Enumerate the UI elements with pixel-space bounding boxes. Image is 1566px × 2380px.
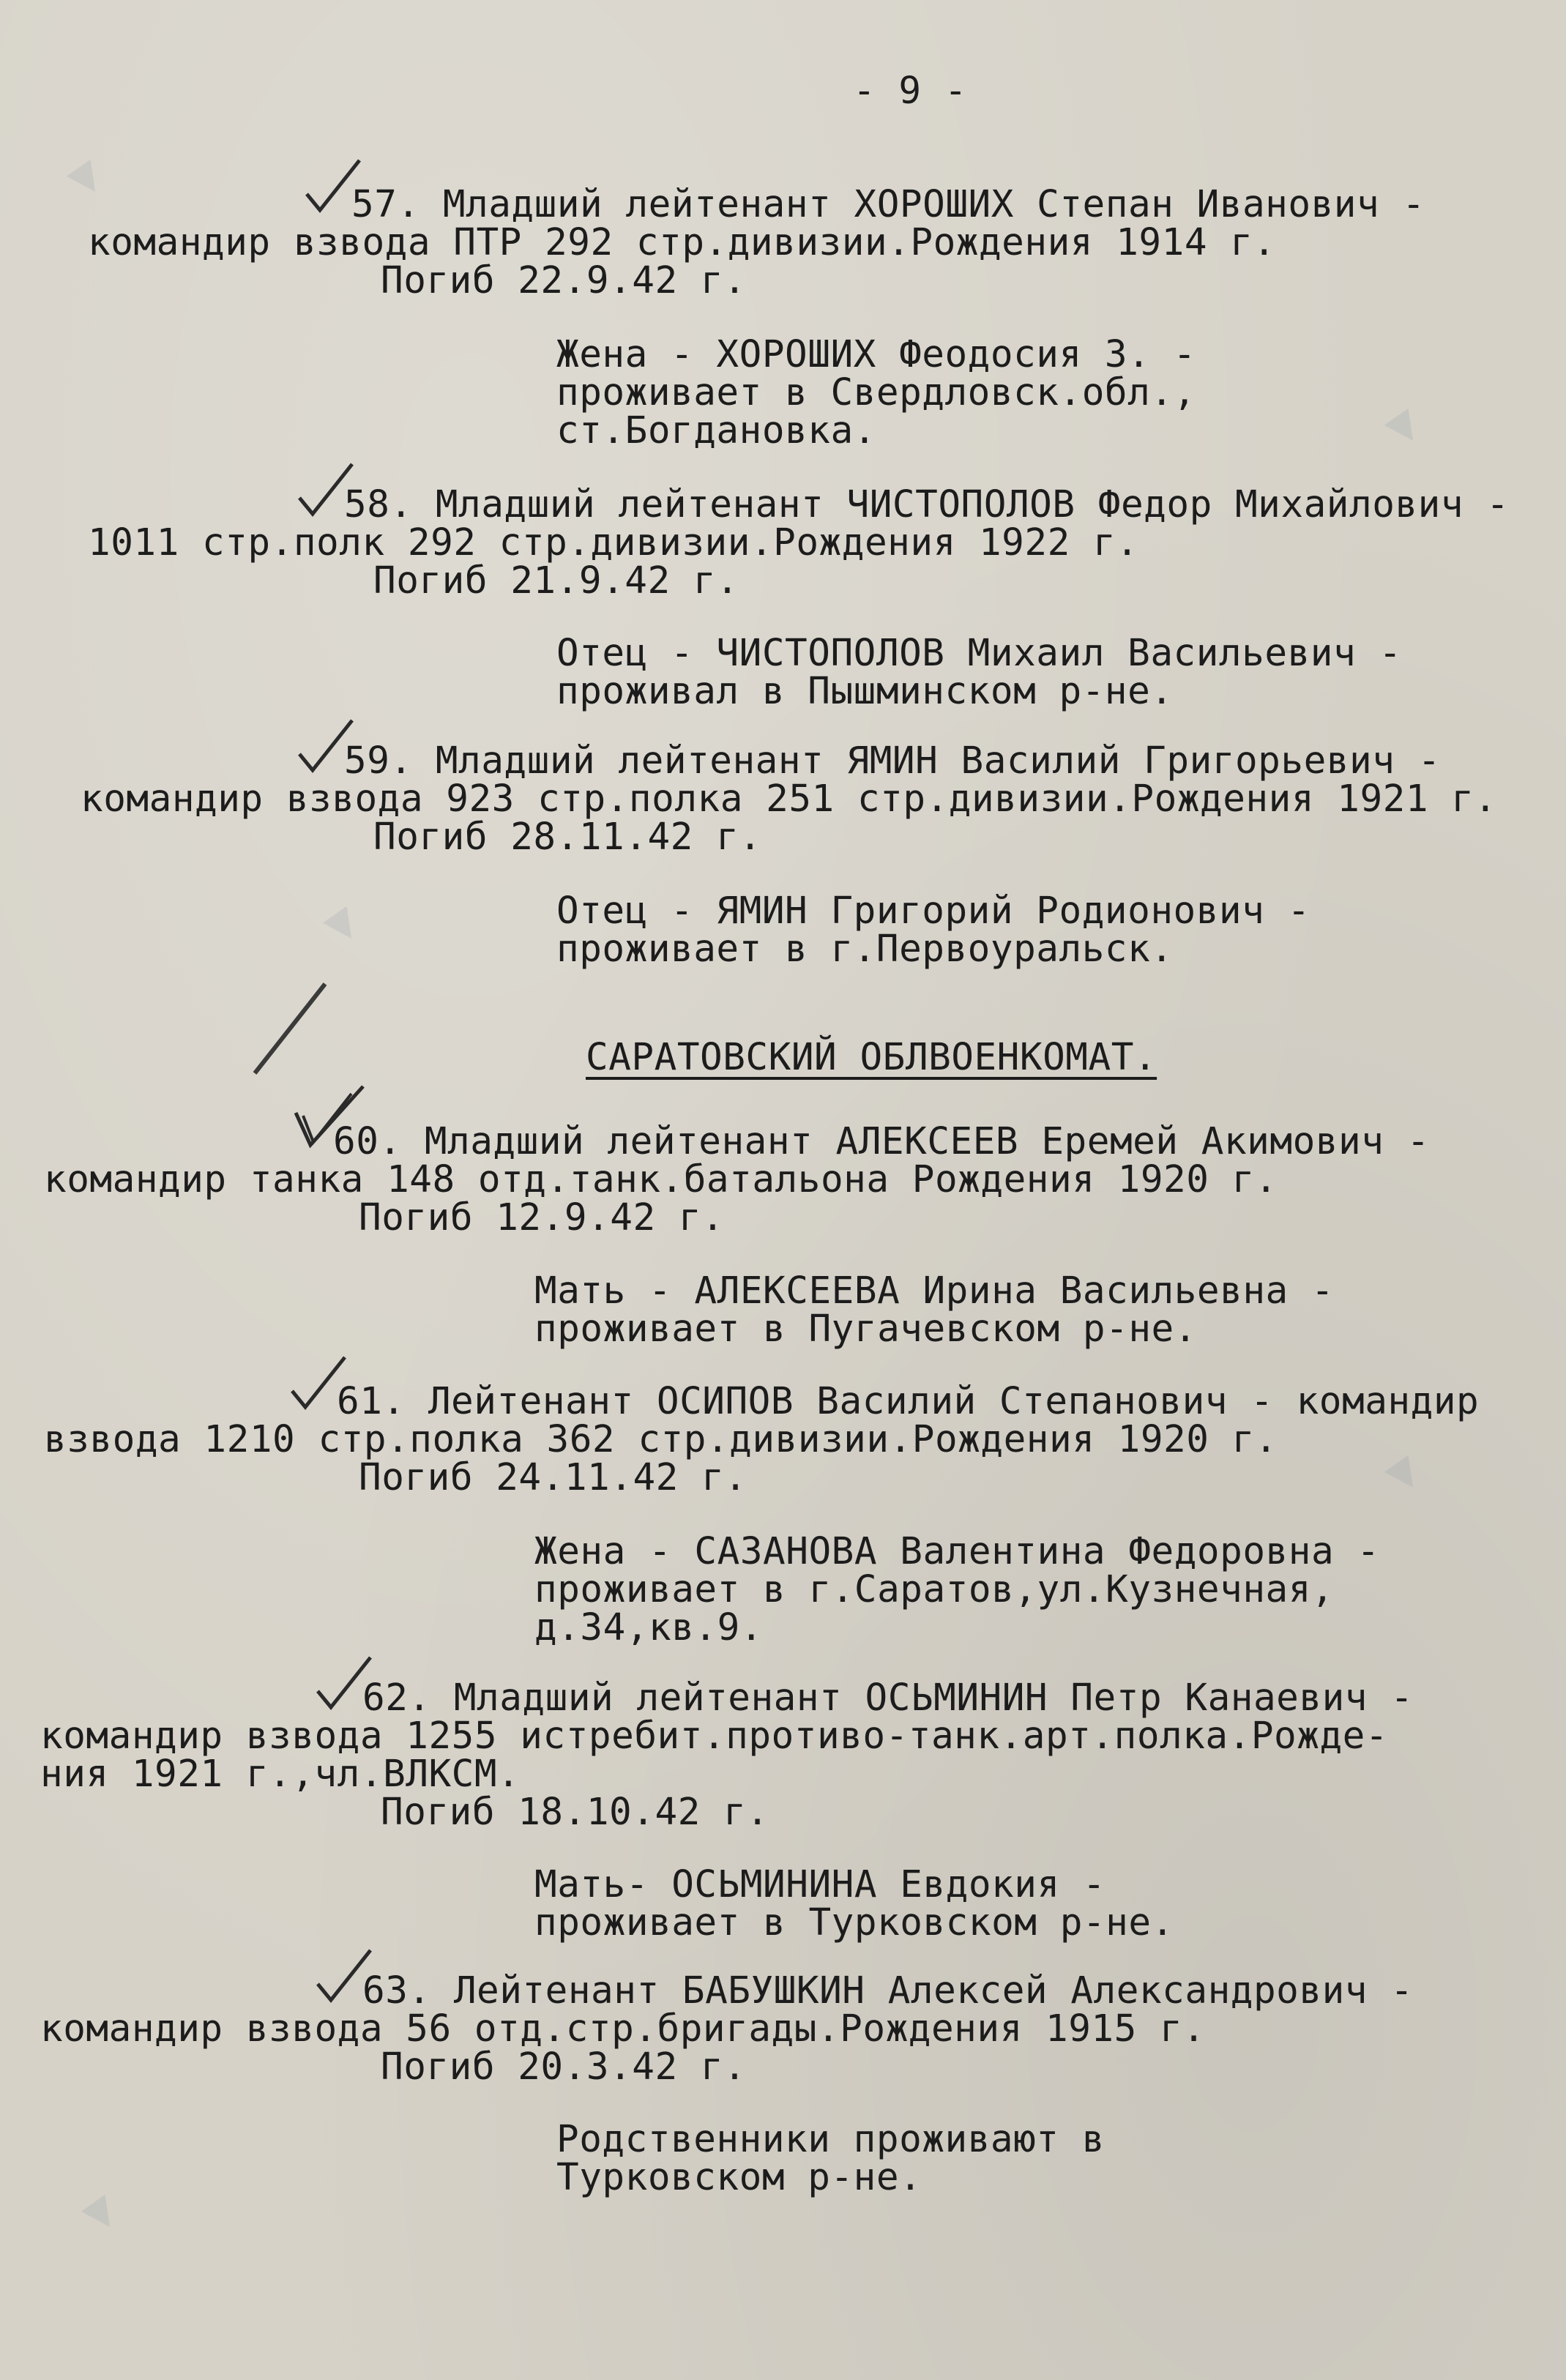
entry-57-relative-3: ст.Богдановка. <box>556 409 876 452</box>
entry-57-line-3: Погиб 22.9.42 г. <box>381 259 747 302</box>
entry-59-relative-1: Отец - ЯМИН Григорий Родионович - <box>556 889 1310 933</box>
entry-63-line-1: 63. Лейтенант БАБУШКИН Алексей Александрович - <box>362 1969 1414 2012</box>
entry-62-line-4: Погиб 18.10.42 г. <box>381 1791 769 1834</box>
entry-59-line-3: Погиб 28.11.42 г. <box>373 816 762 859</box>
watermark-icon <box>302 852 444 985</box>
watermark-icon <box>61 2141 203 2274</box>
slash-mark-icon <box>249 981 329 1076</box>
entry-61-line-1: 61. Лейтенант ОСИПОВ Василий Степанович - командир <box>337 1380 1480 1423</box>
entry-63-relative-1: Родственники проживают в <box>556 2118 1105 2161</box>
entry-62-relative-2: проживает в Турковском р-не. <box>534 1901 1174 1944</box>
entry-60-line-3: Погиб 12.9.42 г. <box>359 1196 725 1239</box>
entry-58-relative-1: Отец - ЧИСТОПОЛОВ Михаил Васильевич - <box>556 632 1402 675</box>
entry-62-line-1: 62. Младший лейтенант ОСЬМИНИН Петр Канаевич - <box>362 1676 1414 1720</box>
watermark-icon <box>1364 354 1506 488</box>
entry-60-relative-1: Мать - АЛЕКСЕЕВА Ирина Васильевна - <box>534 1269 1335 1313</box>
page-number: - 9 - <box>853 70 968 113</box>
entry-59-line-2: командир взвода 923 стр.полка 251 стр.дивизии.Рождения 1921 г. <box>81 777 1497 821</box>
entry-58-relative-2: проживал в Пышминском р-не. <box>556 670 1174 713</box>
entry-61-line-2: взвода 1210 стр.полка 362 стр.дивизии.Рождения 1920 г. <box>44 1418 1278 1461</box>
entry-63-relative-2: Турковском р-не. <box>556 2156 922 2199</box>
entry-62-line-2: командир взвода 1255 истребит.противо-танк.арт.полка.Рожде- <box>40 1715 1389 1758</box>
entry-60-relative-2: проживает в Пугачевском р-не. <box>534 1307 1197 1351</box>
entry-61-relative-3: д.34,кв.9. <box>534 1606 764 1649</box>
entry-58-line-2: 1011 стр.полк 292 стр.дивизии.Рождения 1922 г. <box>88 521 1139 564</box>
entry-58-line-1: 58. Младший лейтенант ЧИСТОПОЛОВ Федор Михайлович - <box>344 483 1510 526</box>
entry-57-line-2: командир взвода ПТР 292 стр.дивизии.Рождения 1914 г. <box>88 221 1276 264</box>
entry-60-line-1: 60. Младший лейтенант АЛЕКСЕЕВ Еремей Акимович - <box>333 1120 1430 1163</box>
section-heading: САРАТОВСКИЙ ОБЛВОЕНКОМАТ. <box>586 1036 1157 1079</box>
entry-60-line-2: командир танка 148 отд.танк.батальона Рождения 1920 г. <box>44 1158 1278 1201</box>
entry-62-relative-1: Мать- ОСЬМИНИНА Евдокия - <box>534 1863 1106 1906</box>
entry-62-line-3: ния 1921 г.,чл.ВЛКСМ. <box>40 1753 521 1796</box>
entry-59-relative-2: проживает в г.Первоуральск. <box>556 928 1174 971</box>
entry-61-relative-2: проживает в г.Саратов,ул.Кузнечная, <box>534 1568 1335 1611</box>
entry-61-line-3: Погиб 24.11.42 г. <box>359 1456 747 1499</box>
entry-59-line-1: 59. Младший лейтенант ЯМИН Василий Григорьевич - <box>344 739 1441 783</box>
entry-63-line-3: Погиб 20.3.42 г. <box>381 2045 747 2089</box>
entry-63-line-2: командир взвода 56 отд.стр.бригады.Рождения 1915 г. <box>40 2007 1206 2051</box>
entry-57-relative-1: Жена - ХОРОШИХ Феодосия З. - <box>556 333 1196 376</box>
entry-57-line-1: 57. Младший лейтенант ХОРОШИХ Степан Иванович - <box>351 183 1425 226</box>
watermark-icon <box>46 105 188 239</box>
entry-58-line-3: Погиб 21.9.42 г. <box>373 559 739 603</box>
entry-57-relative-2: проживает в Свердловск.обл., <box>556 371 1196 414</box>
entry-61-relative-1: Жена - САЗАНОВА Валентина Федоровна - <box>534 1530 1380 1573</box>
